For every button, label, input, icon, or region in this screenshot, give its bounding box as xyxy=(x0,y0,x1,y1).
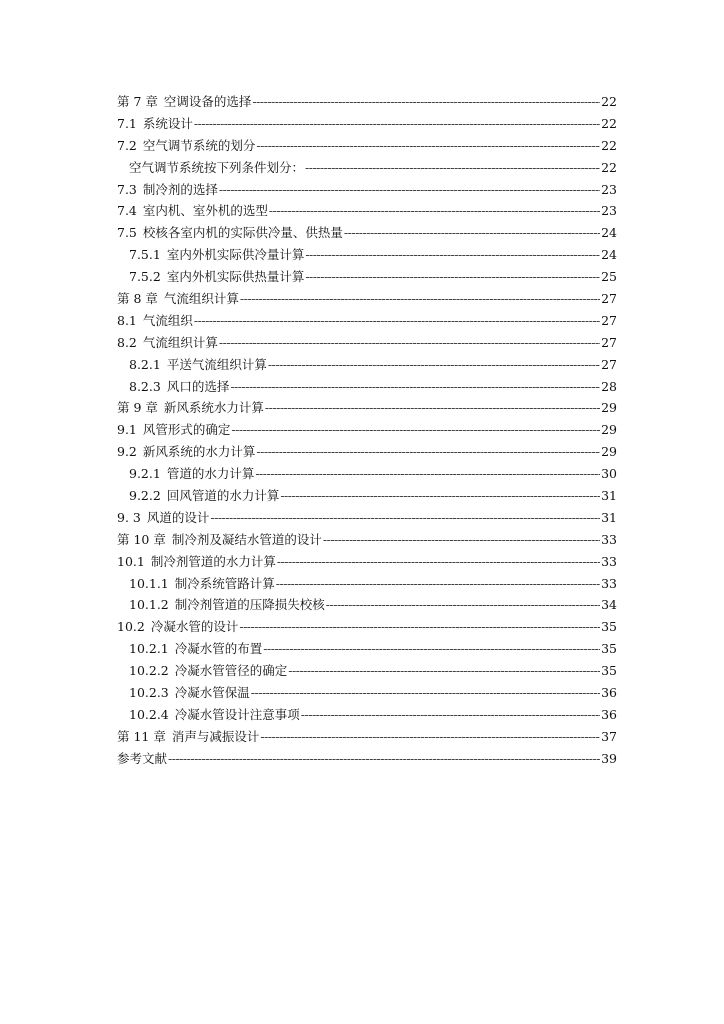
toc-entry-8-2-3[interactable] xyxy=(117,376,617,398)
toc-entry-number: 9. 3 xyxy=(117,509,141,525)
toc-leader xyxy=(219,332,600,354)
toc-entry-number: 8.2 xyxy=(117,334,137,350)
toc-entry-number: 9.2.1 xyxy=(129,466,161,482)
toc-entry-number: 7.3 xyxy=(117,181,137,197)
toc-entry-title: 管道的水力计算 xyxy=(166,466,255,482)
toc-leader xyxy=(194,310,600,332)
toc-entry-10-2-4[interactable] xyxy=(117,704,617,726)
toc-leader xyxy=(231,419,600,441)
toc-entry-7-5[interactable] xyxy=(117,222,617,244)
toc-entry-8-2-1[interactable] xyxy=(117,354,617,376)
toc-entry-10-1[interactable] xyxy=(117,551,617,573)
toc-leader xyxy=(230,376,600,398)
toc-entry-page: 37 xyxy=(601,728,617,744)
toc-entry-title: 消声与减振设计 xyxy=(171,728,260,744)
toc-entry-title: 气流组织 xyxy=(142,312,193,328)
toc-leader xyxy=(323,529,600,551)
toc-entry-9-1[interactable] xyxy=(117,419,617,441)
toc-leader xyxy=(256,135,600,157)
toc-leader xyxy=(305,157,600,179)
toc-entry-title: 制冷系统管路计算 xyxy=(174,575,275,591)
toc-entry-number: 7.1 xyxy=(117,115,137,131)
toc-entry-number: 8.2.1 xyxy=(129,356,161,372)
toc-entry-page: 29 xyxy=(601,422,617,438)
toc-entry-page: 25 xyxy=(601,269,617,285)
toc-leader xyxy=(305,244,600,266)
toc-entry-title: 参考文献 xyxy=(117,750,168,766)
toc-entry-number: 7.5.2 xyxy=(129,269,161,285)
toc-entry-number: 7.4 xyxy=(117,203,137,219)
toc-entry-number: 10.2.4 xyxy=(129,706,169,722)
toc-entry-page: 27 xyxy=(601,291,617,307)
toc-entry-title: 空调设备的选择 xyxy=(163,94,252,109)
toc-entry-number: 10.1 xyxy=(117,553,145,569)
toc-entry-chapter-11[interactable] xyxy=(117,726,617,748)
toc-leader xyxy=(301,704,600,726)
toc-entry-page: 31 xyxy=(601,488,617,504)
toc-entry-number: 第 7 章 xyxy=(117,94,158,109)
toc-leader xyxy=(288,660,600,682)
toc-entry-page: 30 xyxy=(601,466,617,482)
toc-entry-page: 22 xyxy=(601,115,617,131)
toc-entry-references[interactable] xyxy=(117,748,617,770)
toc-entry-number: 9.1 xyxy=(117,422,137,438)
toc-entry-page: 23 xyxy=(601,181,617,197)
toc-entry-page: 35 xyxy=(601,663,617,679)
toc-entry-number: 10.1.1 xyxy=(129,575,169,591)
toc-entry-10-1-2[interactable] xyxy=(117,594,617,616)
toc-entry-title: 风口的选择 xyxy=(166,378,230,394)
toc-entry-title: 风道的设计 xyxy=(146,509,210,525)
toc-leader xyxy=(251,682,600,704)
toc-leader xyxy=(168,748,600,770)
toc-entry-chapter-7[interactable] xyxy=(117,91,617,113)
toc-entry-9-2-2[interactable] xyxy=(117,485,617,507)
toc-leader xyxy=(326,594,600,616)
toc-entry-page: 22 xyxy=(601,159,617,175)
toc-entry-number: 7.2 xyxy=(117,137,137,153)
toc-leader xyxy=(219,179,600,201)
toc-entry-page: 27 xyxy=(601,356,617,372)
toc-entry-10-1-1[interactable] xyxy=(117,573,617,595)
toc-entry-page: 28 xyxy=(601,378,617,394)
toc-entry-chapter-8[interactable] xyxy=(117,288,617,310)
toc-leader xyxy=(263,638,600,660)
toc-leader xyxy=(239,616,600,638)
toc-entry-number: 第 8 章 xyxy=(117,291,158,307)
toc-leader xyxy=(305,266,600,288)
toc-entry-9-3[interactable] xyxy=(117,507,617,529)
toc-entry-page: 27 xyxy=(601,312,617,328)
toc-entry-page: 31 xyxy=(601,509,617,525)
toc-entry-page: 33 xyxy=(601,575,617,591)
toc-entry-number: 8.2.3 xyxy=(129,378,161,394)
toc-entry-page: 27 xyxy=(601,334,617,350)
toc-leader xyxy=(260,726,600,748)
toc-entry-7-1[interactable] xyxy=(117,113,617,135)
toc-entry-page: 33 xyxy=(601,531,617,547)
toc-entry-7-3[interactable] xyxy=(117,179,617,201)
toc-entry-title: 制冷剂管道的压降损失校核 xyxy=(174,597,325,613)
toc-leader xyxy=(280,485,600,507)
toc-entry-number: 第 9 章 xyxy=(117,400,158,416)
toc-entry-title: 平送气流组织计算 xyxy=(166,356,267,372)
toc-entry-number: 10.2.2 xyxy=(129,663,169,679)
toc-entry-page: 35 xyxy=(601,641,617,657)
toc-leader xyxy=(210,507,600,529)
toc-entry-number: 8.1 xyxy=(117,312,137,328)
toc-entry-title: 风管形式的确定 xyxy=(142,422,231,438)
toc-entry-title: 新风系统水力计算 xyxy=(163,400,264,416)
toc-entry-number: 10.2.3 xyxy=(129,685,169,701)
toc-entry-title: 制冷剂及凝结水管道的设计 xyxy=(171,531,322,547)
toc-leader xyxy=(269,200,600,222)
toc-leader xyxy=(252,91,600,113)
toc-entry-title: 空气调节系统按下列条件划分： xyxy=(129,159,305,175)
toc-entry-page: 24 xyxy=(601,225,617,241)
toc-entry-title: 新风系统的水力计算 xyxy=(142,444,256,460)
toc-entry-page: 35 xyxy=(601,619,617,635)
toc-entry-9-2-1[interactable] xyxy=(117,463,617,485)
toc-entry-title: 制冷剂管道的水力计算 xyxy=(150,553,276,569)
toc-entry-title: 气流组织计算 xyxy=(142,334,218,350)
toc-entry-number: 第 11 章 xyxy=(117,728,166,744)
toc-entry-page: 36 xyxy=(601,706,617,722)
toc-entry-title: 冷凝水管的设计 xyxy=(150,619,239,635)
toc-leader xyxy=(256,441,600,463)
toc-entry-page: 29 xyxy=(601,400,617,416)
toc-entry-number: 7.5.1 xyxy=(129,247,161,263)
toc-entry-title: 系统设计 xyxy=(142,115,193,131)
toc-entry-8-2[interactable] xyxy=(117,332,617,354)
toc-leader xyxy=(344,222,600,244)
toc-entry-page: 24 xyxy=(601,247,617,263)
toc-entry-title: 冷凝水管管径的确定 xyxy=(174,663,288,679)
toc-entry-page: 22 xyxy=(601,137,617,153)
toc-entry-title: 制冷剂的选择 xyxy=(142,181,218,197)
toc-entry-title: 冷凝水管保温 xyxy=(174,685,250,701)
toc-entry-number: 10.2 xyxy=(117,619,145,635)
toc-leader xyxy=(255,463,600,485)
toc-entry-page: 34 xyxy=(601,597,617,613)
toc-leader xyxy=(194,113,600,135)
toc-entry-10-2-2[interactable] xyxy=(117,660,617,682)
toc-entry-title: 室内外机实际供热量计算 xyxy=(166,269,305,285)
toc-leader xyxy=(276,573,600,595)
toc-entry-7-4[interactable] xyxy=(117,200,617,222)
toc-entry-number: 9.2 xyxy=(117,444,137,460)
toc-entry-number: 7.5 xyxy=(117,225,137,241)
toc-entry-title: 冷凝水管的布置 xyxy=(174,641,263,657)
toc-entry-title: 室内机、室外机的选型 xyxy=(142,203,268,219)
toc-entry-title: 冷凝水管设计注意事项 xyxy=(174,706,300,722)
toc-leader xyxy=(265,397,600,419)
toc-entry-10-2[interactable] xyxy=(117,616,617,638)
toc-entry-page: 33 xyxy=(601,553,617,569)
toc-entry-chapter-10[interactable] xyxy=(117,529,617,551)
toc-entry-8-1[interactable] xyxy=(117,310,617,332)
toc-entry-7-5-1[interactable] xyxy=(117,244,617,266)
toc-entry-chapter-9[interactable] xyxy=(117,397,617,419)
toc-leader xyxy=(277,551,600,573)
toc-entry-title: 气流组织计算 xyxy=(163,291,239,307)
toc-entry-page: 22 xyxy=(601,94,617,109)
toc-entry-number: 第 10 章 xyxy=(117,531,166,547)
toc-entry-page: 36 xyxy=(601,685,617,701)
toc-entry-9-2[interactable] xyxy=(117,441,617,463)
toc-entry-7-2-note[interactable] xyxy=(117,157,617,179)
toc-leader xyxy=(268,354,600,376)
toc-entry-page: 23 xyxy=(601,203,617,219)
toc-entry-title: 空气调节系统的划分 xyxy=(142,137,256,153)
toc-entry-10-2-1[interactable] xyxy=(117,638,617,660)
toc-entry-title: 室内外机实际供冷量计算 xyxy=(166,247,305,263)
toc-entry-title: 回风管道的水力计算 xyxy=(166,488,280,504)
toc-entry-number: 10.1.2 xyxy=(129,597,169,613)
toc-entry-page: 39 xyxy=(601,750,617,766)
table-of-contents xyxy=(117,91,617,770)
toc-leader xyxy=(240,288,600,310)
toc-entry-title: 校核各室内机的实际供冷量、供热量 xyxy=(142,225,343,241)
toc-entry-page: 29 xyxy=(601,444,617,460)
toc-entry-number: 9.2.2 xyxy=(129,488,161,504)
toc-entry-number: 10.2.1 xyxy=(129,641,169,657)
toc-entry-10-2-3[interactable] xyxy=(117,682,617,704)
toc-entry-7-5-2[interactable] xyxy=(117,266,617,288)
toc-entry-7-2[interactable] xyxy=(117,135,617,157)
